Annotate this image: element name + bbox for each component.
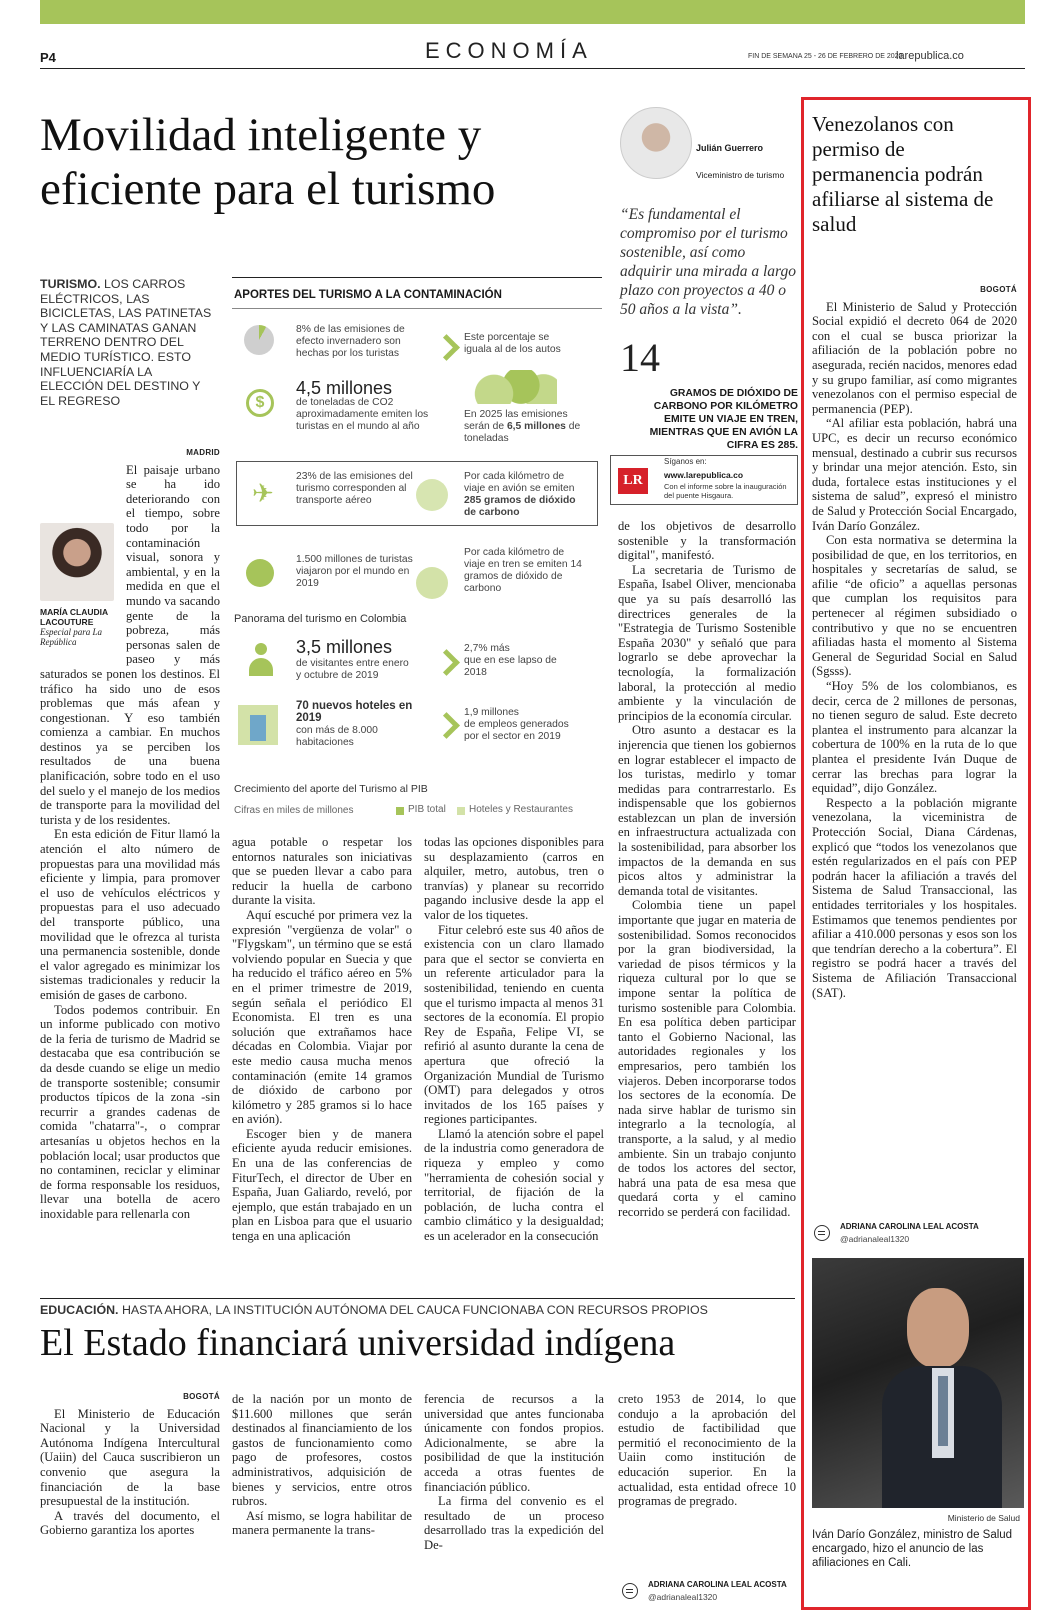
author-block bbox=[40, 523, 120, 653]
pib-title: Crecimiento del aporte del Turismo al PIB bbox=[234, 783, 428, 795]
bottom-para-1: El Ministerio de Educación Nacional y la Universidad Autónoma Indígena Intercultural (Uaiin) del Cauca suscribieron un convenio que asegura la financiación de la base presupuestal de la institución. bbox=[40, 1406, 220, 1509]
bottom-byline bbox=[622, 1580, 802, 1610]
speaker-photo bbox=[620, 107, 692, 179]
stat-3: 23% de las emisiones del turismo corresponden al transporte aéreo bbox=[296, 471, 413, 506]
col2-para-3: Escoger bien y de manera eficiente ayuda reducir emisiones. En una de las conferencias de FiturTech, el director de Uber en España, Juan Galiardo, reveló, por ejemplo, que están trabajado en un plan en Lisboa para que el usuario tenga en una aplicación bbox=[232, 1126, 412, 1244]
dollar-icon: $ bbox=[246, 389, 274, 417]
globe-icon bbox=[246, 559, 274, 587]
photo-credit: Ministerio de Salud bbox=[947, 1513, 1020, 1523]
dateline-madrid: MADRID bbox=[186, 448, 220, 457]
main-para-3: Todos podemos contribuir. En un informe publicado con motivo de la feria de turismo de Madrid se destacaba que esa contribución se da desde cuando se elige un medio de transporte sostenible; consumir productos típicos de la zona -sin recurrir a grandes cadenas de comida "chatarra"-, o comprar artesanías u objetos hechos en la población local; usar productos que no contaminen, reciclar y eliminar de forma responsable los residuos, llevar una botella de acero inoxidable para rellenarla con bbox=[40, 1002, 220, 1221]
number-caption: GRAMOS DE DIÓXIDO DE CARBONO POR KILÓMETRO EMITE UN VIAJE EN TREN, MIENTRAS QUE EN AVIÓN LA CIFRA ES 285. bbox=[649, 388, 798, 451]
col2-para-1: agua potable o respetar los entornos naturales son iniciativas que se pueden llevar a cabo para reducir la huella de carbono durante la visita. bbox=[232, 835, 412, 908]
main-para-2: En esta edición de Fitur llamó la atención el alto número de propuestas para una movilidad más eficiente y limpia, para promover el uso de vehículos eléctricos y propuestas para el uso adecuado del transporte público, una movilidad que le ofrezca al turista una permanencia sostenible, donde el valor agregado es minimizar los sistemas tradicionales y reducir la emisión de gases de carbono. bbox=[40, 827, 220, 1002]
sidebar-para-4: “Hoy 5% de los colombianos, es decir, cerca de 2 millones de personas, no tienen seguro de salud. Este decreto plantea el instrumento para alcanzar la cobertura de 100% en la ruta de lo que plantea el presidente Iván Duque de cerrar las brechas para lograr la equidad”, dijo González. bbox=[812, 679, 1017, 796]
sidebar-para-5: Respecto a la población migrante venezolana, la viceministra de Protección Social, Diana Cárdenas, explicó que “todos los venezolanos que estén regularizados en el país con PEP podrán hacer la afiliación a través del Sistema de Salud Transaccional, las entidades territoriales y los hospitales. Estimamos que tenemos pendientes por afiliar a 410.000 personas y esos son los que tendrían derecho a la cobertura”. El registro se podrá hacer a través del Sistema de Afiliación Transaccional (SAT). bbox=[812, 795, 1017, 1000]
panorama-1: de visitantes entre enero y octubre de 2019 bbox=[296, 658, 409, 681]
pie-icon bbox=[244, 325, 274, 355]
col4-para-3: Otro asunto a destacar es la injerencia que tienen los gobiernos en lograr establecer el impacto de los turistas, medirlo y tomar medidas para contrarrestarlo. Es indispensable que los gobiernos establezcan un plan de inversión en infraestructura actualizada con la sostenibilidad, para absorber los impactos de la demanda en sus picos altos y administrar la demanda total de visitantes. bbox=[618, 723, 796, 898]
speaker-role: Viceministro de turismo bbox=[696, 170, 785, 180]
bottom-para-6: La firma del convenio es el resultado de un proceso desarrollado tras la expedición del De- bbox=[424, 1494, 604, 1552]
stat-3b: Por cada kilómetro de viaje en avión se emiten 285 gramos de dióxido de carbono bbox=[464, 471, 576, 518]
infographic bbox=[232, 277, 602, 832]
legend-hotels: Hoteles y Restaurantes bbox=[469, 804, 573, 815]
stat-1: 8% de las emisiones de efecto invernadero son hechas por los turistas bbox=[296, 324, 405, 359]
hotel-icon bbox=[238, 705, 278, 745]
section-title: ECONOMÍA bbox=[425, 38, 593, 63]
stat-1b: Este porcentaje se iguala al de los autos bbox=[464, 332, 561, 355]
main-headline: Movilidad inteligente y eficiente para el turismo bbox=[40, 109, 496, 215]
bottom-kicker-label: EDUCACIÓN. bbox=[40, 1303, 119, 1317]
bottom-kicker bbox=[40, 1303, 800, 1317]
bottom-kicker-text: HASTA AHORA, LA INSTITUCIÓN AUTÓNOMA DEL CAUCA FUNCIONABA CON RECURSOS PROPIOS bbox=[121, 1303, 708, 1317]
airplane-icon: ✈ bbox=[252, 479, 274, 509]
dateline-bogota-2: BOGOTÁ bbox=[183, 1392, 220, 1401]
bottom-col-3 bbox=[424, 1392, 604, 1553]
comment-icon-2 bbox=[622, 1583, 638, 1599]
legend-swatch-hotels bbox=[457, 807, 465, 815]
comment-icon bbox=[814, 1225, 830, 1241]
bottom-para-7: creto 1953 de 2014, lo que condujo a la aprobación del estudio de factibilidad que permitió el reconocimiento de la Uaiin como institución de educación superior. En la actualidad, esta entidad ofrece 10 programas de pregrado. bbox=[618, 1392, 796, 1509]
bottom-author: ADRIANA CAROLINA LEAL ACOSTA bbox=[648, 1580, 787, 1589]
photo-caption: Iván Darío González, ministro de Salud encargado, hizo el anuncio de las afiliaciones en Cali. bbox=[812, 1529, 1013, 1569]
col4-para-4: Colombia tiene un papel importante que jugar en materia de sostenibilidad. Somos reconocidos por la gran biodiversidad, la variedad de pisos térmicos y la riqueza cultural por lo que se impone sentar la política de turismo sostenible para Colombia. En esa política deben participar tanto el Gobierno Nacional, las autoridades regionales y los empresarios, pero también los viajeros. Deben incorporarse todos los sectores de la economía. De nada sirve hablar de turismo sin integrarlo a la tecnología, al transporte, a la salud, y al medio ambiente. Sin un trabajo conjunto de todos los actores del sector, habrá una pata de esa mesa que quedará corta y el camino recorrido se perderá con facilidad. bbox=[618, 898, 796, 1219]
chevron-right-icon-3 bbox=[437, 713, 453, 739]
bottom-para-4: Así mismo, se logra habilitar de manera permanente la trans- bbox=[232, 1508, 412, 1538]
lead-body: LOS CARROS ELÉCTRICOS, LAS BICICLETAS, LAS PATINETAS Y LAS CAMINATAS GANAN TERRENO DENTRO DEL MEDIO TURÍSTICO. ESTO INFLUENCIARÍA LA ELECCIÓN DEL DESTINO Y EL REGRESO bbox=[40, 277, 212, 408]
big-number: 14 bbox=[620, 335, 660, 380]
lead-text bbox=[40, 277, 218, 408]
main-col-3 bbox=[424, 835, 604, 1244]
legend-pib: PIB total bbox=[408, 804, 446, 815]
sidebar-para-3: Con esta normativa se determina la posibilidad de que, en los territorios, en hospitales y secretarías de salud, se afilie “de oficio” a aquellas personas que cumplan los requisitos para pertenecer al régimen subsidiado o contributivo y que no se encuentren afiliadas hasta el momento al Sistema General de Seguridad Social en Salud (Sgsss). bbox=[812, 533, 1017, 679]
bottom-col-2 bbox=[232, 1392, 412, 1538]
main-para-1: El paisaje urbano se ha ido deteriorando con el tiempo, sobre todo por la contaminación visual, sonora y ambiental, y en la medida en que el mundo va sacando gente de la pobreza, más personas salen de paseo y más saturados se ponen los destinos. El tráfico ha sido uno de esos problemas que más afean y congestionan. Y eso también comienza a cambiar. En muchos destinos ya se perciben los resultados de una buena planificación, sobre todo en el uso del suelo y el manejo de los medios de transporte para la movilidad del turista y de los residentes. bbox=[40, 462, 220, 827]
bottom-rule bbox=[40, 1298, 795, 1299]
sidebar-body bbox=[812, 283, 1017, 1000]
stat-2-big: 4,5 millones bbox=[296, 378, 393, 398]
sidebar-author: ADRIANA CAROLINA LEAL ACOSTA bbox=[840, 1222, 979, 1231]
bottom-handle[interactable]: @adrianaleal1320 bbox=[648, 1592, 718, 1602]
speaker-name: Julián Guerrero bbox=[696, 143, 764, 153]
bottom-col-4 bbox=[618, 1392, 796, 1509]
follow-label: Síganos en: bbox=[664, 457, 707, 466]
stat-4: 1.500 millones de turistas viajaron por el mundo en 2019 bbox=[296, 554, 413, 589]
stat-2: de toneladas de CO2 aproximadamente emiten los turistas en el mundo al año bbox=[296, 397, 429, 432]
dateline-bogota: BOGOTÁ bbox=[980, 285, 1017, 294]
sidebar-headline: Venezolanos con permiso de permanencia podrán afiliarse al sistema de salud bbox=[812, 112, 994, 236]
panorama-title: Panorama del turismo en Colombia bbox=[234, 613, 407, 625]
top-color-bar bbox=[40, 0, 1025, 24]
panorama-1-big: 3,5 millones bbox=[296, 637, 393, 657]
follow-desc: Con el informe sobre la inauguración del puente Hisgaura. bbox=[664, 482, 787, 500]
follow-site[interactable]: www.larepublica.co bbox=[664, 470, 744, 480]
panorama-1b: 2,7% más que en ese lapso de 2018 bbox=[464, 643, 557, 678]
bottom-para-5: ferencia de recursos a la universidad que antes funcionaba únicamente con fondos propios. Adicionalmente, se abre la posibilidad de que la institución acceda a otras fuentes de financiación público. bbox=[424, 1392, 604, 1494]
author-name: MARÍA CLAUDIA LACOUTURE bbox=[40, 606, 108, 627]
col3-para-1: todas las opciones disponibles para su desplazamiento (carros en alquiler, metro, autobus, tren o tranvías) y planear su recorrido pagando inclusive desde la app el valor de los tiquetes. bbox=[424, 835, 604, 922]
col3-para-2: Fitur celebró este sus 40 años de existencia con un claro llamado para que el sector se convierta en un referente articulador para la sostenibilidad, teniendo en cuenta que el turismo impacta al menos 31 sectores de la economía. El propio Rey de España, Felipe VI, se refirió al asunto durante la cena de apertura que ofreció la Organización Mundial de Turismo (OMT) para delegados y otros invitados de los 165 países y regiones participantes. bbox=[424, 922, 604, 1127]
panorama-2-big: 70 nuevos hoteles en 2019 bbox=[296, 700, 413, 724]
stat-2b: En 2025 las emisiones serán de 6,5 millones de toneladas bbox=[464, 409, 581, 444]
legend-swatch-pib bbox=[396, 807, 404, 815]
main-col-4 bbox=[618, 519, 796, 1220]
person-icon bbox=[248, 643, 274, 679]
bottom-para-2: A través del documento, el Gobierno garantiza los aportes bbox=[40, 1508, 220, 1538]
site-link[interactable]: larepublica.co bbox=[896, 50, 964, 62]
main-col-1 bbox=[40, 446, 220, 1221]
col4-para-2: La secretaria de Turismo de España, Isabel Oliver, mencionaba que ya su país desarrolló las directrices generales de la "Estrategia de Turismo Sostenible España 2030" y señaló que para lograrlo se debe aprovechar la tecnología, la formalización laboral, la protección al medio ambiente y la vinculación de principios de la economía circular. bbox=[618, 562, 796, 723]
sidebar-byline bbox=[814, 1222, 1014, 1252]
bottom-col-1 bbox=[40, 1390, 220, 1538]
lead-label: TURISMO. bbox=[40, 277, 101, 291]
page-number: P4 bbox=[40, 50, 56, 65]
author-photo bbox=[40, 523, 114, 601]
main-col-2 bbox=[232, 835, 412, 1244]
pull-quote: “Es fundamental el compromiso por el turismo sostenible, así como adquirir una mirada a largo plazo con proyectos a 40 o 50 años a la vista”. bbox=[620, 206, 796, 318]
lr-logo: LR bbox=[618, 468, 648, 494]
circle-icon-2 bbox=[416, 567, 448, 599]
col4-para-1: de los objetivos de desarrollo sostenible y la transformación digital", manifestó. bbox=[618, 519, 796, 563]
minister-photo bbox=[812, 1258, 1024, 1508]
sidebar-para-2: “Al afiliar esta población, habrá una UPC, es decir un recurso económico mensual, destinado a cubrir sus recursos y brindar una mejor atención. Esto, sin duda, fortalece estas instituciones y el sistema de salud”, expresó el ministro de Salud y Protección Social Encargado, Iván Darío González. bbox=[812, 416, 1017, 533]
chevron-right-icon bbox=[437, 335, 453, 361]
col3-para-3: Llamó la atención sobre el papel de la industria como generadora de riqueza y empleo y como "herramienta de cohesión social y territorial, de fijación de la población, de lucha contra el cambio climático y la desigualdad; es un acelerador en la consecución bbox=[424, 1126, 604, 1244]
bottom-para-3: de la nación por un monto de $11.600 millones que serán destinados al financiamiento de los gastos de funcionamiento como pago de profesores, costos administrativos, adquisición de bienes y servicios, entre otros rubros. bbox=[232, 1392, 412, 1509]
bottom-headline: El Estado financiará universidad indígena bbox=[40, 1322, 676, 1364]
panorama-2: con más de 8.000 habitaciones bbox=[296, 725, 378, 748]
panorama-2b: 1,9 millones de empleos generados por el sector en 2019 bbox=[464, 707, 569, 742]
col2-para-2: Aquí escuché por primera vez la expresión "vergüenza de volar" o "Flygskam", un término que se está volviendo popular en Suecia y que ha reducido el tráfico aéreo en 5% en el primer trimestre de 2019, según señala el periódico El Economista. El tren es una solución que extrañamos hace décadas en Colombia. Viajar por este medio causa mucha menos contaminación (emite 14 gramos de dióxido de carbono por kilómetro y 285 gramos si lo hace en avión). bbox=[232, 907, 412, 1127]
author-role: Especial para La República bbox=[40, 626, 102, 647]
infographic-title: APORTES DEL TURISMO A LA CONTAMINACIÓN bbox=[234, 289, 502, 301]
stat-4b: Por cada kilómetro de viaje en tren se emiten 14 gramos de dióxido de carbono bbox=[464, 547, 582, 594]
chevron-right-icon-2 bbox=[437, 650, 453, 676]
pib-units: Cifras en miles de millones bbox=[234, 805, 354, 816]
circle-icon bbox=[416, 479, 448, 511]
sidebar-para-1: El Ministerio de Salud y Protección Social expidió el decreto 064 de 2020 con el cual se busca priorizar la afiliación de la población pobre no asegurada, recién nacidos, menores edad y su grupo familiar, así como migrantes venezolanos con el permiso especial de permanencia (PEP). bbox=[812, 299, 1017, 416]
cloud-icon bbox=[467, 370, 557, 404]
issue-date: FIN DE SEMANA 25 - 26 DE FEBRERO DE 2020 bbox=[748, 53, 903, 60]
header-rule bbox=[40, 68, 1025, 69]
sidebar-handle[interactable]: @adrianaleal1320 bbox=[840, 1234, 910, 1244]
